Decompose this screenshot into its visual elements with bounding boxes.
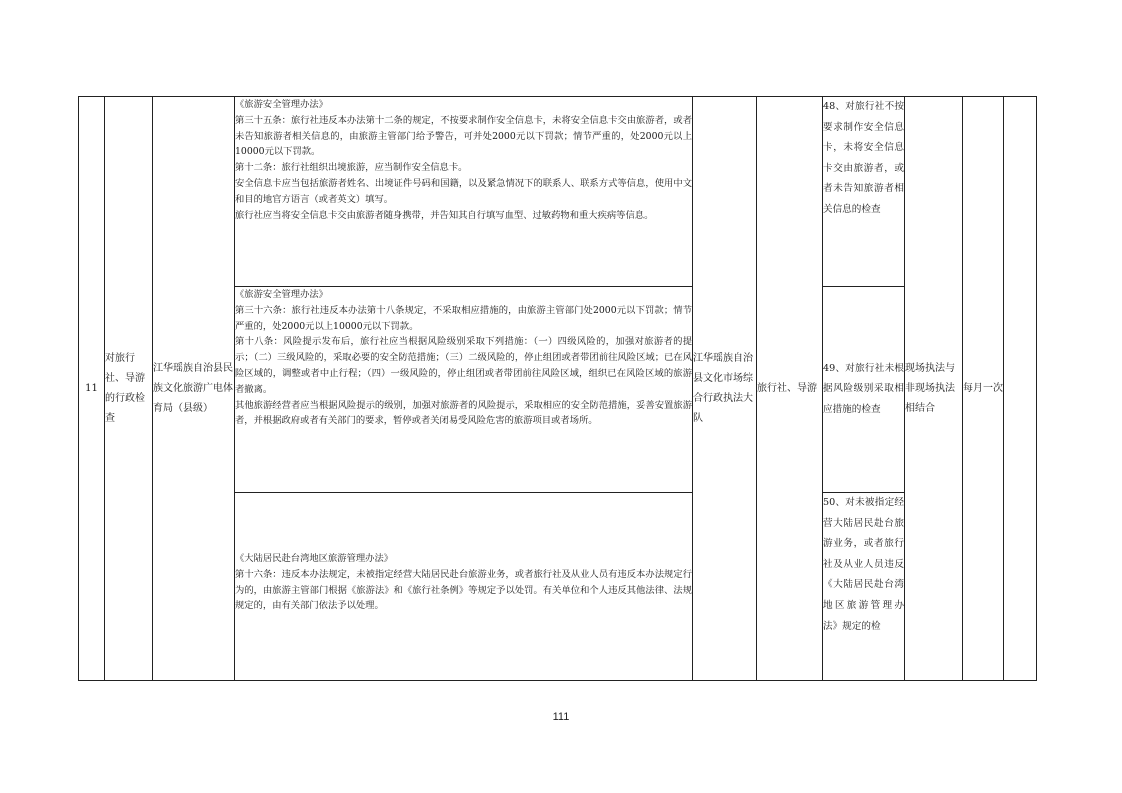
inspection-item-50: 50、对未被指定经营大陆居民赴台旅游业务，或者旅行社及从业人员违反《大陆居民赴台湾地区旅游管理办法》规定的检 <box>823 493 905 681</box>
law-2-title: 《旅游安全管理办法》 <box>235 289 328 300</box>
remark-cell <box>1004 97 1037 681</box>
law-2-para-other: 其他旅游经营者应当根据风险提示的级别，加强对旅游者的风险提示，采取相应的安全防范措施，妥善安置旅游者，并根据政府或者有关部门的要求，暂停或者关闭易受风险危害的旅游项目或者场所。 <box>235 399 692 427</box>
inspection-item-49: 49、对旅行社未根据风险级别采取相应措施的检查 <box>823 287 905 493</box>
row-number: 11 <box>79 97 105 681</box>
law-block-3 <box>235 493 693 681</box>
law-2-article-36: 第三十六条：旅行社违反本办法第十八条规定，不采取相应措施的，由旅游主管部门处2000元以下罚款；情节严重的，处2000元以上10000元以下罚款。 <box>235 304 692 332</box>
inspection-table <box>78 96 1037 681</box>
inspector: 江华瑶族自治县文化市场综合行政执法大队 <box>693 97 757 681</box>
inspection-item-48: 48、对旅行社不按要求制作安全信息卡，未将安全信息卡交由旅游者，或者未告知旅游者相关信息的检查 <box>823 97 905 287</box>
law-1-title: 《旅游安全管理办法》 <box>235 99 328 110</box>
inspection-method: 现场执法与非现场执法相结合 <box>905 97 963 681</box>
law-3-title: 《大陆居民赴台湾地区旅游管理办法》 <box>235 553 394 564</box>
law-2-article-18: 第十八条：风险提示发布后，旅行社应当根据风险级别采取下列措施：（一）四级风险的，加强对旅游者的提示；（二）三级风险的，采取必要的安全防范措施；（三）二级风险的，停止组团或者带团前往风险区域；已在风险区域的，调整或者中止行程；（四）一级风险的，停止组团或者带团前往风险区域，组织已在风险区域的旅游者撤离。 <box>235 336 692 395</box>
law-3-article-16: 第十六条：违反本办法规定，未被指定经营大陆居民赴台旅游业务，或者旅行社及从业人员有违反本办法规定行为的，由旅游主管部门根据《旅游法》和《旅行社条例》等规定予以处罚。有关单位和个人违反其他法律、法规规定的，由有关部门依法予以处理。 <box>235 568 692 612</box>
inspection-object: 旅行社、导游 <box>757 97 823 681</box>
inspection-frequency: 每月一次 <box>963 97 1004 681</box>
page-number: 111 <box>552 711 570 723</box>
law-1-article-12: 第十二条：旅行社组织出境旅游，应当制作安全信息卡。 <box>235 162 468 174</box>
law-3-spacer <box>235 493 692 551</box>
law-1-para-info: 安全信息卡应当包括旅游者姓名、出境证件号码和国籍，以及紧急情况下的联系人、联系方式等信息，使用中文和目的地官方语言（或者英文）填写。 <box>235 177 692 205</box>
law-1-article-35: 第三十五条：旅行社违反本办法第十二条的规定，不按要求制作安全信息卡，未将安全信息卡交由旅游者，或者未告知旅游者相关信息的，由旅游主管部门给予警告，可并处2000元以下罚款；情节严重的，处2000元以上10000元以下罚款。 <box>235 114 692 158</box>
law-1-para-carry: 旅行社应当将安全信息卡交由旅游者随身携带，并告知其自行填写血型、过敏药物和重大疾病等信息。 <box>235 209 654 221</box>
item-name: 对旅行社、导游的行政检查 <box>105 97 153 681</box>
law-block-1 <box>235 97 693 287</box>
authority: 江华瑶族自治县民族文化旅游广电体育局（县级） <box>153 97 235 681</box>
law-block-2 <box>235 287 693 493</box>
